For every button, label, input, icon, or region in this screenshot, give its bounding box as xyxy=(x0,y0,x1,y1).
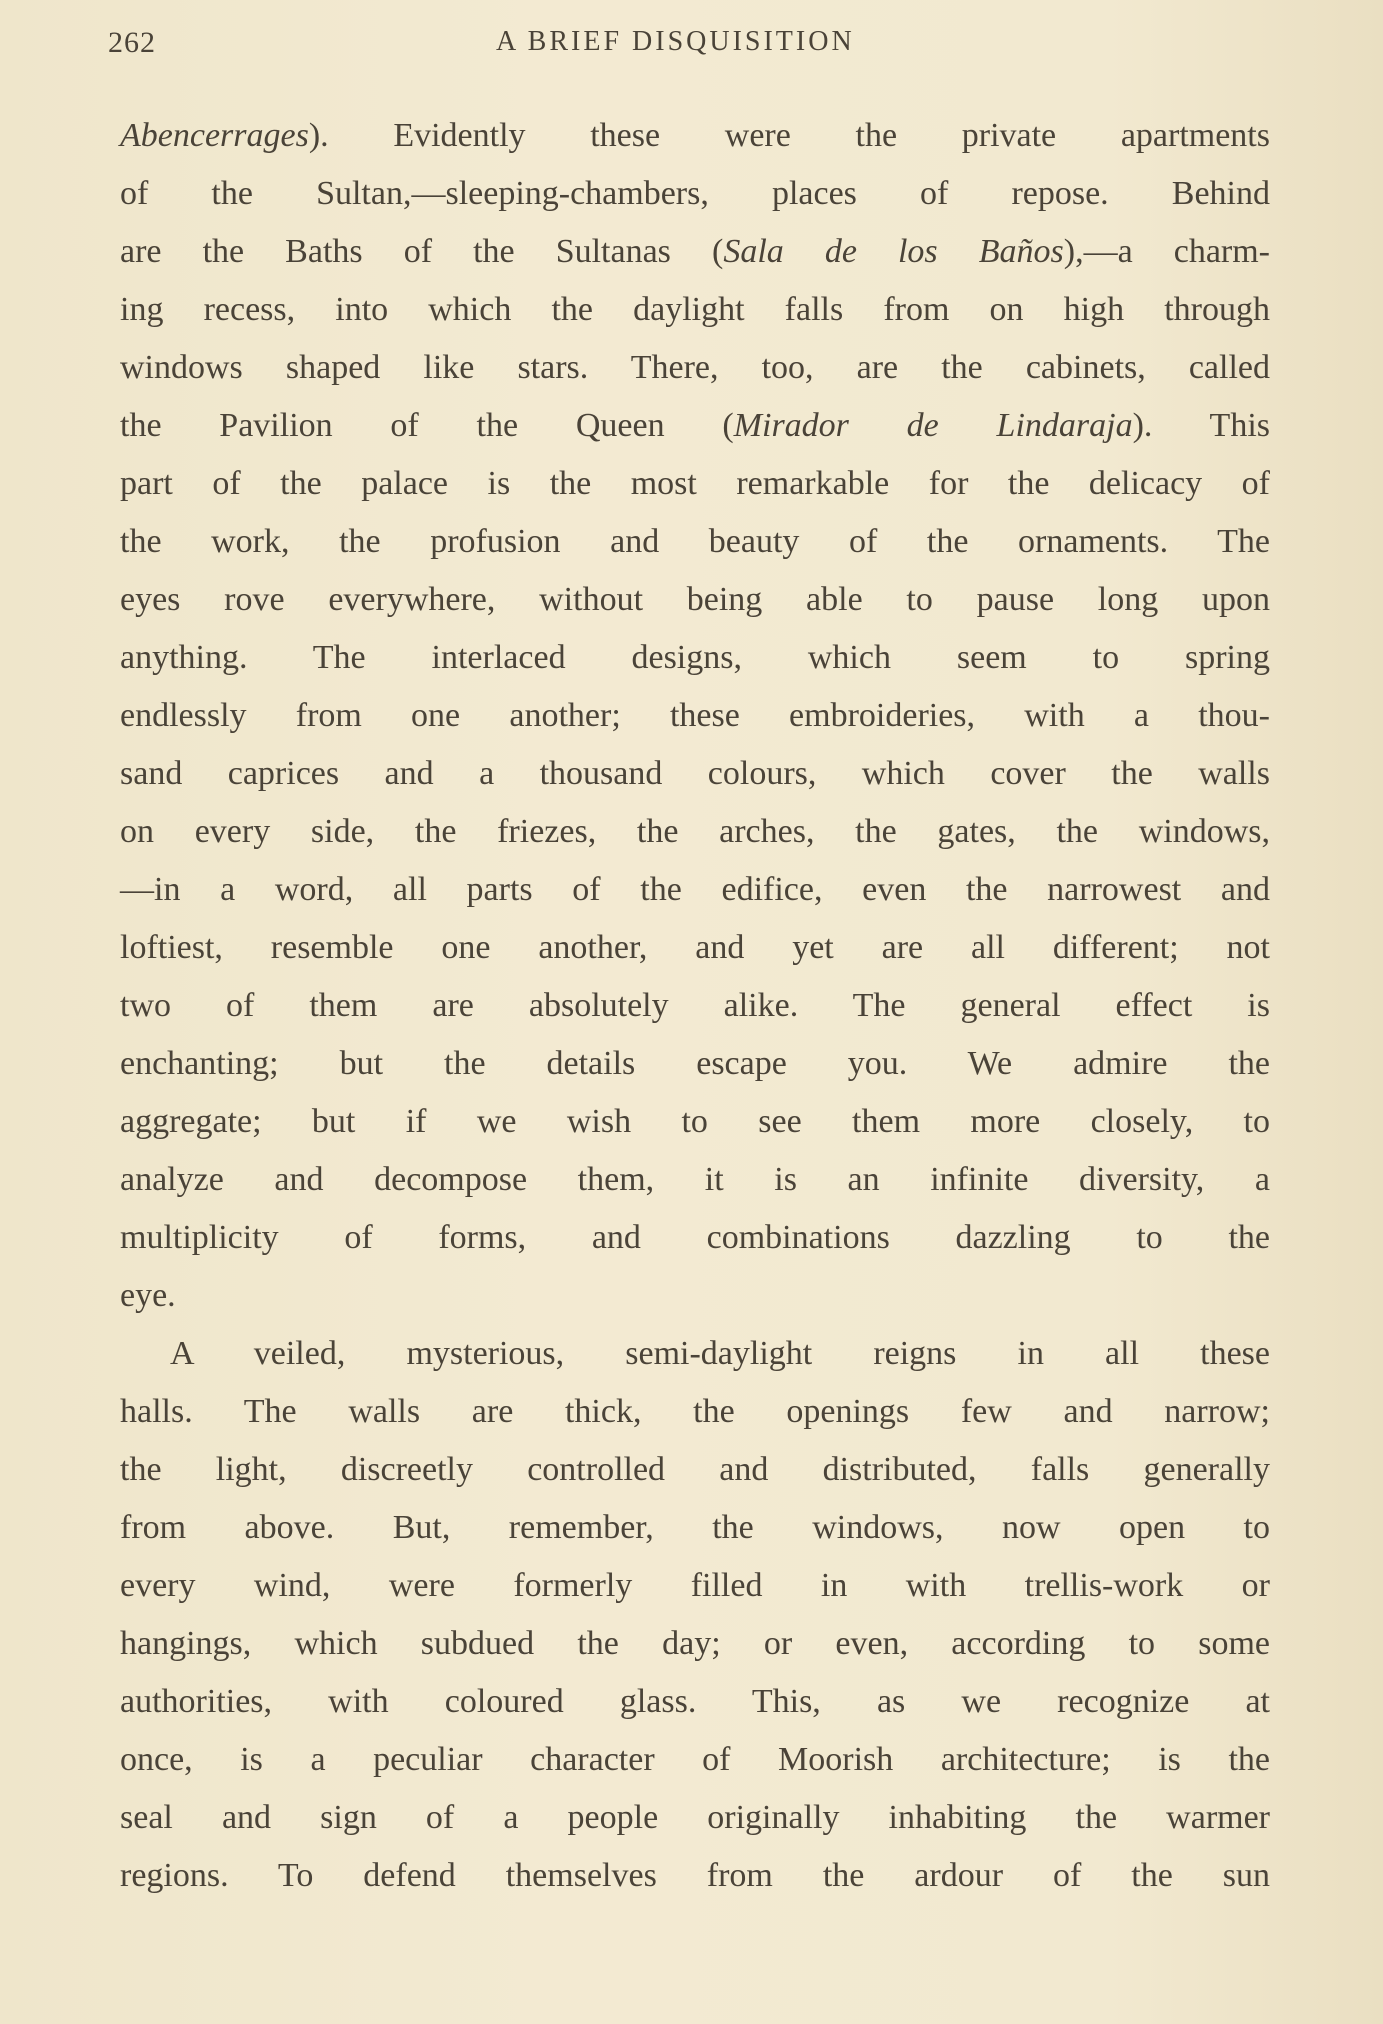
text-line: Abencerrages). Evidently these were the private apartments xyxy=(120,117,1270,154)
body-text xyxy=(120,107,1270,1905)
text-line: every wind, were formerly filled in with trellis-work or xyxy=(120,1567,1270,1604)
text-line: analyze and decompose them, it is an infinite diversity, a xyxy=(120,1161,1270,1198)
text-line: halls. The walls are thick, the openings few and narrow; xyxy=(120,1393,1270,1430)
text-line: aggregate; but if we wish to see them more closely, to xyxy=(120,1103,1270,1140)
text-line: the Pavilion of the Queen (Mirador de Lindaraja). This xyxy=(120,407,1271,444)
running-head: A BRIEF DISQUISITION xyxy=(496,26,855,57)
text-line: part of the palace is the most remarkable for the delicacy of xyxy=(120,465,1270,502)
text-line: of the Sultan,—sleeping-chambers, places of repose. Behind xyxy=(120,175,1270,212)
text-line: loftiest, resemble one another, and yet are all different; not xyxy=(120,929,1270,966)
text-line: the light, discreetly controlled and distributed, falls generally xyxy=(120,1451,1270,1488)
text-line: sand caprices and a thousand colours, which cover the walls xyxy=(120,755,1270,792)
text-line: windows shaped like stars. There, too, are the cabinets, called xyxy=(120,349,1270,386)
text-line: regions. To defend themselves from the ardour of the sun xyxy=(120,1857,1270,1894)
page-number: 262 xyxy=(108,26,156,59)
text-line: on every side, the friezes, the arches, the gates, the windows, xyxy=(120,813,1270,850)
text-line: eyes rove everywhere, without being able to pause long upon xyxy=(120,581,1270,618)
text-line: from above. But, remember, the windows, now open to xyxy=(120,1509,1270,1546)
text-line: ing recess, into which the daylight falls from on high through xyxy=(120,291,1270,328)
text-line: the work, the profusion and beauty of the ornaments. The xyxy=(120,523,1270,560)
text-line: once, is a peculiar character of Moorish architecture; is the xyxy=(120,1741,1270,1778)
text-line: hangings, which subdued the day; or even, according to some xyxy=(120,1625,1270,1662)
text-line: anything. The interlaced designs, which seem to spring xyxy=(120,639,1270,676)
text-line: —in a word, all parts of the edifice, even the narrowest and xyxy=(120,871,1270,908)
page-header xyxy=(108,26,1272,66)
text-line: enchanting; but the details escape you. We admire the xyxy=(120,1045,1270,1082)
text-line: multiplicity of forms, and combinations dazzling to the xyxy=(120,1219,1270,1256)
text-line: eye. xyxy=(120,1277,176,1314)
text-line: endlessly from one another; these embroideries, with a thou- xyxy=(120,697,1270,734)
text-line: seal and sign of a people originally inhabiting the warmer xyxy=(120,1799,1270,1836)
text-line: are the Baths of the Sultanas (Sala de los Baños),—a charm- xyxy=(120,233,1271,270)
paragraph-start-line: A veiled, mysterious, semi-daylight reigns in all these xyxy=(170,1335,1270,1372)
text-line: authorities, with coloured glass. This, as we recognize at xyxy=(120,1683,1270,1720)
text-line: two of them are absolutely alike. The general effect is xyxy=(120,987,1270,1024)
